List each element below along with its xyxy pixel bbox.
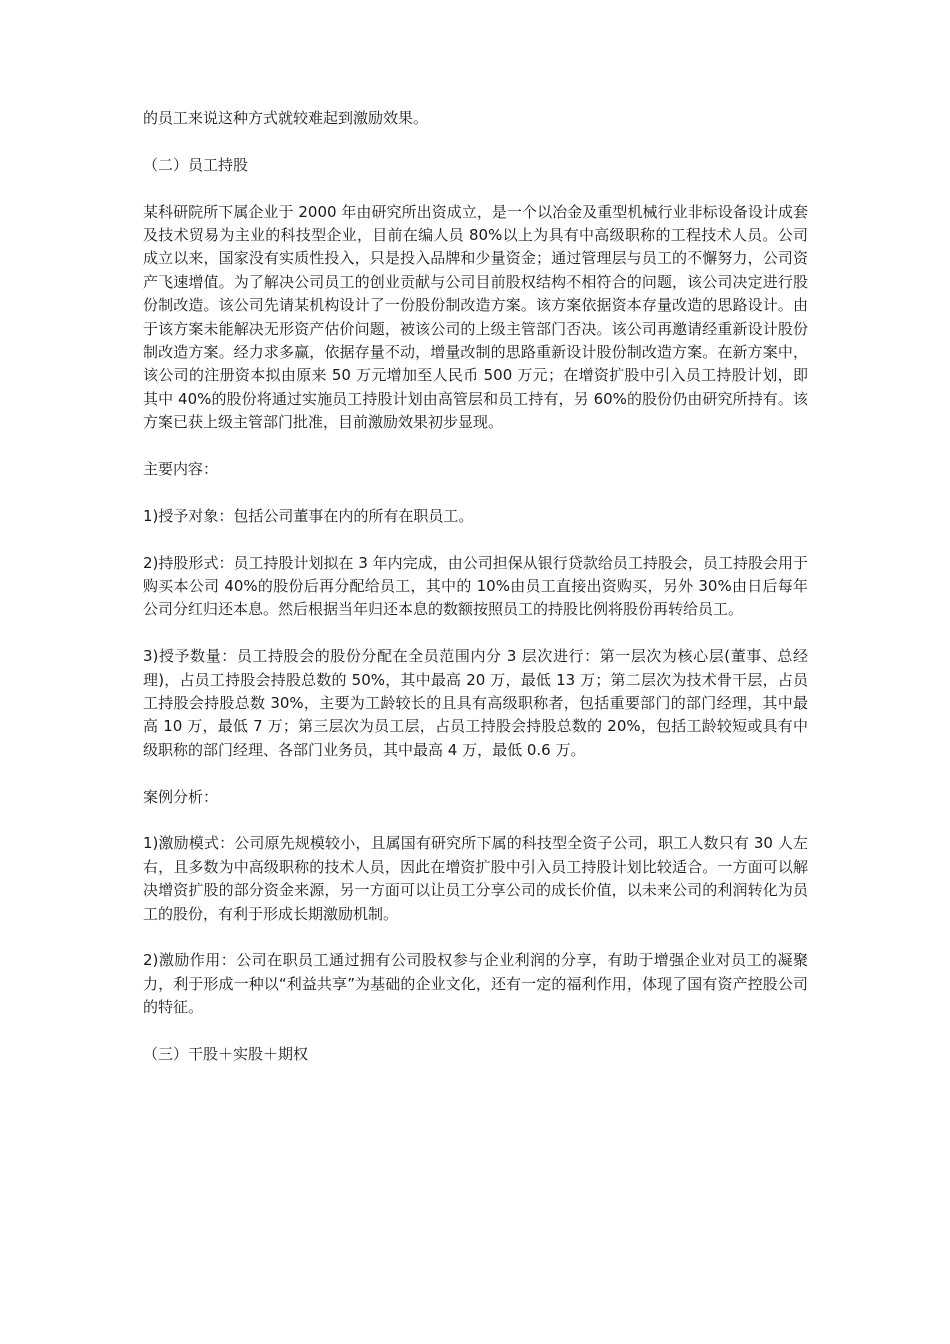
spacer — [143, 1020, 808, 1043]
document-page — [143, 107, 808, 1067]
list-item-grant-quantity: 3)授予数量：员工持股会的股份分配在全员范围内分 3 层次进行：第一层次为核心层(董事、总经理)，占员工持股会持股总数的 50%，其中最高 20 万，最低 13 万；第二层次为技术骨干层，占员工持股会持股总数 30%，主要为工龄较长的且具有高级职称者，包括重要部门的部门经理，其中最高 10 万，最低 7 万；第三层次为员工层，占员工持股会持股总数的 20%，包括工龄较短或具有中级职称的部门经理、各部门业务员，其中最高 4 万，最低 0.6 万。 — [143, 647, 808, 759]
spacer — [143, 177, 808, 200]
subheading-case-analysis: 案例分析： — [143, 787, 219, 806]
paragraph-intro-tail: 的员工来说这种方式就较难起到激励效果。 — [143, 109, 429, 127]
spacer — [143, 622, 808, 645]
list-item-holding-form: 2)持股形式：员工持股计划拟在 3 年内完成，由公司担保从银行贷款给员工持股会，员工持股会用于购买本公司 40%的股份后再分配给员工，其中的 10%由员工直接出资购买，另外 30%由日后每年公司分红归还本息。然后根据当年归还本息的数额按照员工的持股比例将股份再转给员工。 — [143, 553, 808, 619]
spacer — [143, 809, 808, 832]
section-heading-dry-stock-options: （三）干股＋实股＋期权 — [143, 1045, 309, 1064]
spacer — [143, 130, 808, 153]
section-heading-employee-stock: （二）员工持股 — [143, 155, 249, 174]
spacer — [143, 435, 808, 458]
list-item-incentive-effect: 2)激励作用：公司在职员工通过拥有公司股权参与企业利润的分享，有助于增强企业对员工的凝聚力，利于形成一种以“利益共享”为基础的企业文化，还有一定的福利作用，体现了国有资产控股公司的特征。 — [143, 951, 808, 1017]
subheading-main-content: 主要内容： — [143, 460, 219, 479]
spacer — [143, 926, 808, 949]
list-item-grant-target: 1)授予对象：包括公司董事在内的所有在职员工。 — [143, 506, 474, 525]
spacer — [143, 528, 808, 551]
spacer — [143, 481, 808, 504]
list-item-incentive-model: 1)激励模式：公司原先规模较小，且属国有研究所下属的科技型全资子公司，职工人数只有 30 人左右，且多数为中高级职称的技术人员，因此在增资扩股中引入员工持股计划比较适合。一方面可以解决增资扩股的部分资金来源，另一方面可以让员工分享公司的成长价值，以未来公司的利润转化为员工的股份，有利于形成长期激励机制。 — [143, 834, 808, 923]
spacer — [143, 762, 808, 785]
paragraph-case-description: 某科研院所下属企业于 2000 年由研究所出资成立，是一个以冶金及重型机械行业非标设备设计成套及技术贸易为主业的科技型企业，目前在编人员 80%以上为具有中高级职称的工程技术人员。公司成立以来，国家没有实质性投入，只是投入品牌和少量资金；通过管理层与员工的不懈努力，公司资产飞速增值。为了解决公司员工的创业贡献与公司目前股权结构不相符合的问题，该公司决定进行股份制改造。该公司先请某机构设计了一份股份制改造方案。该方案依据资本存量改造的思路设计。由于该方案未能解决无形资产估价问题，被该公司的上级主管部门否决。该公司再邀请经重新设计股份制改造方案。经力求多赢，依据存量不动，增量改制的思路重新设计股份制改造方案。在新方案中，该公司的注册资本拟由原来 50 万元增加至人民币 500 万元；在增资扩股中引入员工持股计划，即其中 40%的股份将通过实施员工持股计划由高管层和员工持有，另 60%的股份仍由研究所持有。该方案已获上级主管部门批准，目前激励效果初步显现。 — [143, 202, 808, 432]
